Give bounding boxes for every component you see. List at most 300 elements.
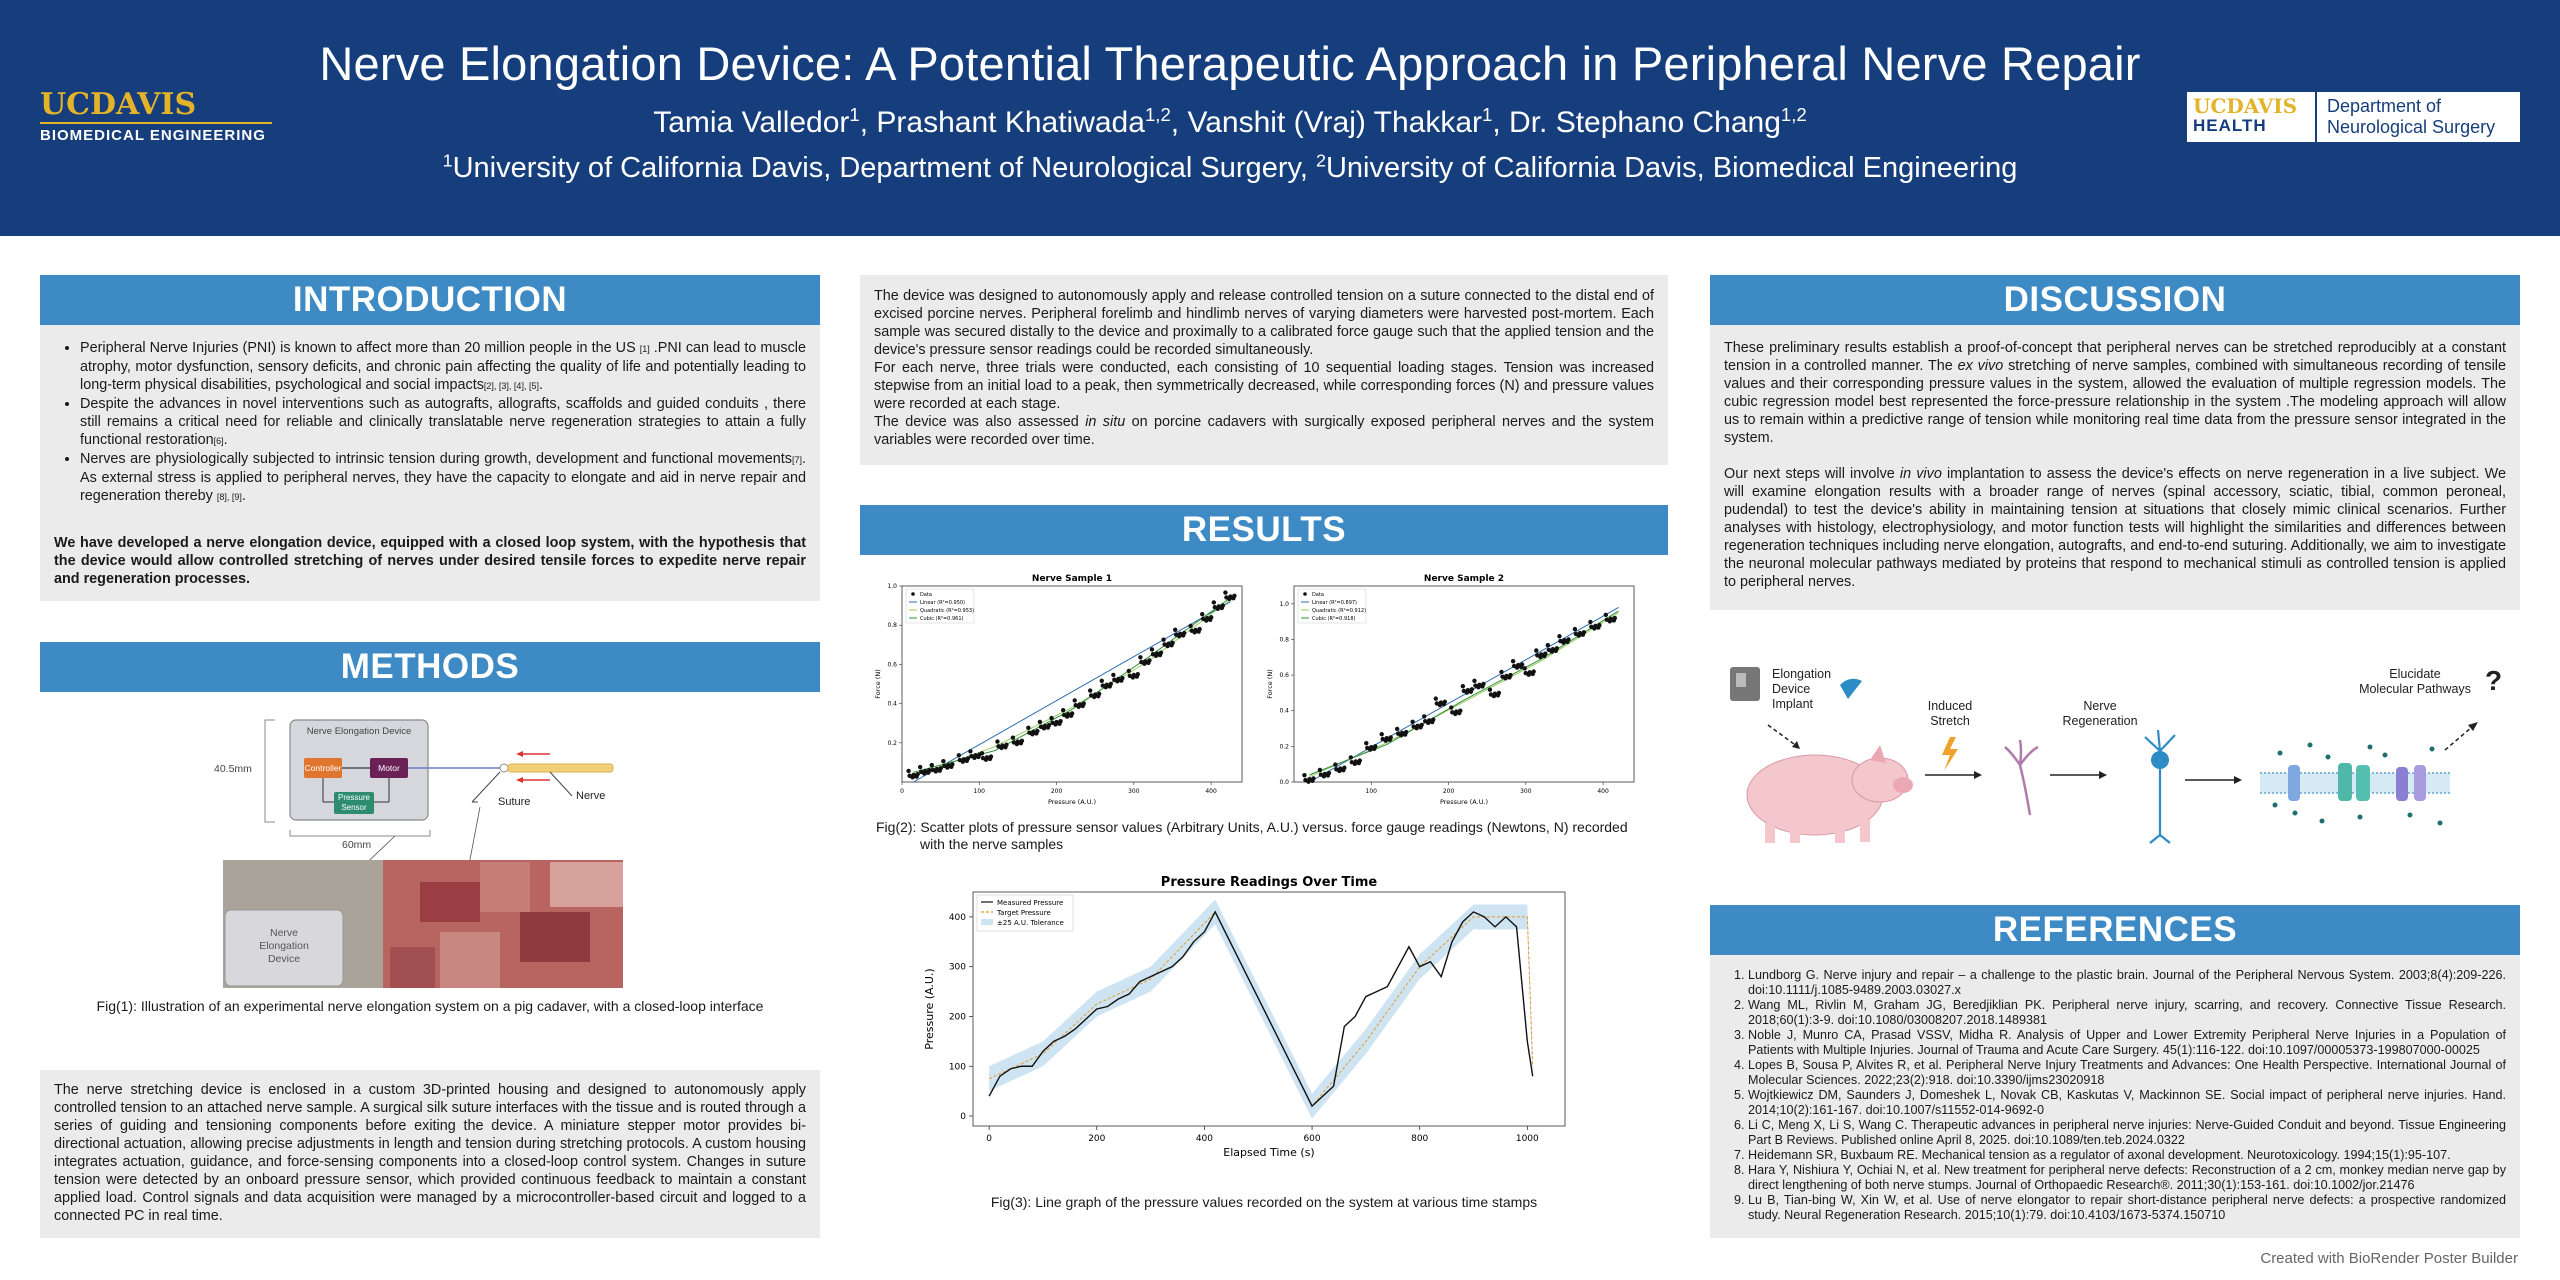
data-point: [1527, 670, 1531, 674]
methods-heading: METHODS: [40, 642, 820, 692]
data-point: [1488, 688, 1492, 692]
photo-device-label: Nerve Elongation Device: [259, 927, 309, 965]
references-list: [1724, 968, 2506, 1223]
x-tick-label: 400: [1597, 788, 1609, 795]
data-point: [1400, 731, 1404, 735]
y-tick-label: 300: [948, 962, 966, 973]
data-point: [1435, 701, 1439, 705]
data-point: [907, 774, 911, 778]
data-point: [1319, 772, 1323, 776]
data-point: [1066, 712, 1070, 716]
data-point: [1461, 684, 1465, 688]
data-point: [1473, 683, 1477, 687]
dim-width-label: 60mm: [342, 839, 372, 851]
data-point: [1373, 744, 1377, 748]
affil-text: University of California Davis, Department of Neurological Surgery,: [452, 152, 1316, 184]
data-point: [1588, 620, 1592, 624]
data-point: [1364, 741, 1368, 745]
references-box: [1710, 955, 2520, 1238]
discussion-box: [1710, 325, 2520, 610]
data-point: [1396, 732, 1400, 736]
data-point: [968, 749, 972, 753]
data-point: [1049, 716, 1053, 720]
legend-entry: Data: [920, 592, 932, 598]
data-point: [1188, 624, 1192, 628]
data-point: [923, 769, 927, 773]
data-point: [1578, 631, 1582, 635]
data-point: [1419, 723, 1423, 727]
methods-text-box: [40, 1070, 820, 1238]
legend-entry: Quadratic (R²=0.912): [1312, 608, 1367, 614]
chart-legend: [1298, 589, 1366, 623]
author-name: Dr. Stephano Chang: [1509, 106, 1781, 139]
x-tick-label: 600: [1303, 1134, 1321, 1144]
introduction-bullets: [54, 339, 806, 506]
data-point: [1434, 696, 1438, 700]
data-point: [1512, 664, 1516, 668]
data-point: [1139, 660, 1143, 664]
scatter-plot-1: [870, 570, 1250, 810]
data-point: [1073, 698, 1077, 702]
data-point: [1058, 719, 1062, 723]
data-point: [1609, 617, 1613, 621]
chart-legend: [977, 895, 1073, 931]
logo-rule: [40, 122, 272, 124]
y-tick-label: 0.0: [1279, 779, 1289, 786]
data-point: [989, 754, 993, 758]
list-item: • Peripheral Nerve Injuries (PNI) is known to affect more than 20 million people in the US [1] .PNI can lead to muscle atrophy, motor dysfunction, sensory deficits, and chronic pain affecting the quality of life and potentially leading to long-term physical disabilities, psychological and social impacts[2], [3], [4], [5].: [80, 339, 806, 395]
ucdavis-wordmark: UCDAVIS: [2193, 94, 2298, 118]
controller-label: Controller: [304, 763, 342, 773]
data-point: [935, 767, 939, 771]
data-point: [946, 763, 950, 767]
poster-header: [0, 0, 2560, 236]
reference-item: 6. Li C, Meng X, Li S, Wang C. Therapeutic advances in peripheral nerve injuries: Nerve-Guided Conduit and beyond. Tissue Engineering Part B Reviews. Published online April 8, 2025. doi:10.1089/ten.teb.2024.0322: [1748, 1118, 2506, 1148]
chart-legend: [906, 589, 974, 623]
data-point: [1472, 679, 1476, 683]
legend-entry: Target Pressure: [997, 909, 1051, 917]
data-point: [1224, 595, 1228, 599]
y-axis-label: Pressure (A.U.): [923, 968, 936, 1050]
y-tick-label: 1.0: [1279, 600, 1289, 608]
x-tick-label: 100: [1365, 788, 1377, 795]
data-point: [1016, 739, 1020, 743]
data-point: [1462, 689, 1466, 693]
data-point: [1120, 676, 1124, 680]
neurosurgery-dept-label: [2317, 92, 2520, 142]
data-point: [942, 764, 946, 768]
introduction-box: [40, 325, 820, 601]
dept-line-1: Department of: [2327, 96, 2442, 116]
scatter-plot-2: [1262, 570, 1642, 810]
data-point: [1054, 720, 1058, 724]
legend-entry: Linear (R²=0.897): [1312, 600, 1358, 606]
data-point: [1012, 740, 1016, 744]
x-tick-label: 300: [1128, 788, 1140, 795]
discussion-paragraph-1: These preliminary results establish a proof-of-concept that peripheral nerves can be stretched reproducibly at a constant tension in a controlled manner. The ex vivo stretching of nerve samples, combined with simultaneous recording of tensile values and their corresponding pressure values in the system, allowed the evaluation of multiple regression models. The cubic regression model best represented the force-pressure relationship in the system .The modeling approach will allow us to remain within a predictive range of tension while monitoring real time data from the pressure sensor integrated in the system.: [1724, 340, 2506, 446]
data-point: [1404, 730, 1408, 734]
health-wordmark: HEALTH: [2193, 116, 2267, 135]
data-point: [1381, 737, 1385, 741]
data-point: [1546, 643, 1550, 647]
legend-entry: Quadratic (R²=0.953): [920, 608, 975, 614]
reference-item: 4. Lopes B, Sousa P, Alvites R, et al. Peripheral Nerve Injury Treatments and Advances: One Health Perspective. International Journal of Molecular Sciences. 2022;23(2):918. doi:10.3390/ijms23020918: [1748, 1058, 2506, 1088]
implant-label: Elongation Device Implant: [1772, 667, 1832, 711]
y-tick-label: 0.8: [887, 622, 897, 630]
data-point: [1333, 762, 1337, 766]
affil-number: 2: [1315, 150, 1326, 171]
reference-item: 8. Hara Y, Nishiura Y, Ochiai N, et al. New treatment for peripheral nerve defects: Reconstruction of a 2 cm, monkey median nerve gap by direct lengthening of both nerve stumps. Journal of Orthopaedic Research®. 2011;30(1):153-161. doi:10.1002/jor.21476: [1748, 1163, 2506, 1193]
figure-2-caption: Fig(2): Scatter plots of pressure sensor values (Arbitrary Units, A.U.) versus. force gauge readings (Newtons, N) recorded with the nerve samples: [876, 819, 1628, 852]
author-name: Prashant Khatiwada: [876, 106, 1145, 139]
data-point: [1161, 637, 1165, 641]
data-point: [1112, 678, 1116, 682]
data-point: [1613, 616, 1617, 620]
data-point: [1155, 651, 1159, 655]
data-point: [1466, 688, 1470, 692]
figure-2b-scatter: [1262, 570, 1642, 810]
data-point: [1499, 670, 1503, 674]
data-point: [1427, 718, 1431, 722]
data-point: [1318, 768, 1322, 772]
procedure-paragraph-1: The device was designed to autonomously apply and release controlled tension on a suture connected to the distal end of excised porcine nerves. Peripheral forelimb and hindlimb nerves of varying diameters were harvested post-mortem. Each sample was secured distally to the device and proximally to a calibrated force gauge such that the applied tension and the device's pressure sensor readings could be recorded simultaneously.: [874, 288, 1654, 358]
x-axis-label: Elapsed Time (s): [1223, 1146, 1315, 1159]
ucdavis-wordmark: UCDAVIS: [40, 87, 197, 122]
data-point: [1020, 739, 1024, 743]
data-point: [1027, 730, 1031, 734]
data-point: [1101, 683, 1105, 687]
data-point: [1582, 630, 1586, 634]
data-point: [1151, 652, 1155, 656]
discussion-paragraph-2: Our next steps will involve in vivo implantation to assess the device's effects on nerve regeneration in a live subject. We will examine elongation results with a broader range of nerves (spinal accessory, sciatic, tibial, common peroneal, pudendal) to test the device's ability in maintaining tension at situations that closely mimic clinical scenarios. Further analyses with histology, electrophysiology, and motor function tests will highlight the similarities and differences between regeneration techniques including nerve elongation, autografts, and end-to-end suturing. Additionally, we aim to investigate the neuronal molecular pathways mediated by proteins that respond to mechanical stimuli as controlled tension is applied to peripheral nerves.: [1724, 466, 2506, 590]
data-point: [1477, 683, 1481, 687]
x-tick-label: 400: [1205, 788, 1217, 795]
data-point: [1516, 663, 1520, 667]
data-point: [1182, 631, 1186, 635]
data-point: [1511, 659, 1515, 663]
introduction-heading: INTRODUCTION: [40, 275, 820, 325]
data-point: [1031, 730, 1035, 734]
author-affil: 1,2: [1780, 104, 1807, 125]
data-point: [1105, 683, 1109, 687]
y-tick-label: 400: [948, 912, 966, 923]
data-point: [1228, 594, 1232, 598]
data-point: [1000, 743, 1004, 747]
data-point: [1200, 612, 1204, 616]
data-point: [1411, 724, 1415, 728]
nerve-regeneration-label: Nerve Regeneration: [2062, 699, 2138, 728]
data-point: [1088, 688, 1092, 692]
y-tick-label: 0.8: [1279, 636, 1289, 644]
procedure-paragraph-2: For each nerve, three trials were conducted, each consisting of 10 sequential loading stages. Tension was increased stepwise from an initial load to a peak, then symmetrically decreased, while corresponding forces (N) and pressure values were recorded at each stage.: [874, 360, 1654, 412]
data-point: [1573, 627, 1577, 631]
data-point: [1493, 692, 1497, 696]
affil-text: University of California Davis, Biomedical Engineering: [1325, 152, 2018, 184]
data-point: [1497, 691, 1501, 695]
data-point: [1547, 648, 1551, 652]
data-point: [1522, 666, 1526, 670]
data-point: [969, 754, 973, 758]
data-point: [1562, 638, 1566, 642]
legend-entry: ±25 A.U. Tolerance: [997, 919, 1064, 927]
data-point: [1431, 717, 1435, 721]
data-point: [1217, 604, 1221, 608]
data-point: [1159, 650, 1163, 654]
data-point: [958, 758, 962, 762]
x-tick-label: 100: [973, 788, 985, 795]
data-point: [1531, 669, 1535, 673]
data-point: [1450, 710, 1454, 714]
data-point: [1327, 771, 1331, 775]
references-heading: REFERENCES: [1710, 905, 2520, 955]
data-point: [1035, 729, 1039, 733]
figure-2a-scatter: [870, 570, 1250, 810]
data-point: [1150, 647, 1154, 651]
data-point: [995, 739, 999, 743]
data-point: [1189, 629, 1193, 633]
reference-item: 3. Noble J, Munro CA, Prasad VSSV, Midha R. Analysis of Upper and Lower Extremity Peripheral Nerve Injuries in a Population of Patients with Multiple Injuries. Journal of Trauma and Acute Care Surgery. 45(1):116-122. doi:10.1097/00005373-199807000-00025: [1748, 1028, 2506, 1058]
nerve-label: Nerve: [576, 790, 606, 802]
poster-title: Nerve Elongation Device: A Potential Therapeutic Approach in Peripheral Nerve Repair: [319, 37, 2141, 90]
data-point: [1136, 672, 1140, 676]
data-point: [1111, 673, 1115, 677]
procedure-paragraph-3: The device was also assessed in situ on porcine cadavers with surgically exposed peripheral nerves and the system variables were recorded over time.: [874, 414, 1654, 448]
author-name: Vanshit (Vraj) Thakkar: [1187, 106, 1483, 139]
x-tick-label: 200: [1088, 1134, 1106, 1144]
legend-entry: Cubic (R²=0.961): [920, 616, 964, 622]
data-point: [1358, 758, 1362, 762]
data-point: [1558, 639, 1562, 643]
data-point: [1439, 700, 1443, 704]
data-point: [1082, 701, 1086, 705]
data-point: [1604, 613, 1608, 617]
data-point: [1193, 628, 1197, 632]
data-point: [1147, 658, 1151, 662]
data-point: [1039, 725, 1043, 729]
methods-paragraph: The nerve stretching device is enclosed in a custom 3D-printed housing and designed to autonomously apply controlled tension to an attached nerve sample. A surgical silk suture interfaces with the tissue and is routed through a series of guiding and tensioning components before exiting the device. A miniature stepper motor provides bi-directional actuation, allowing precise adjustments in length and tension during stretching protocols. A custom housing integrates actuation, guidance, and force-sensing components into a closed-loop control system. Changes in suture tension were detected by an onboard pressure sensor, which provided continuous feedback to maintain a constant applied load. Control signals and data acquisition were managed by a microcontroller-based circuit and logged to a connected PC in real time.: [54, 1082, 806, 1224]
data-point: [1061, 708, 1065, 712]
dept-line-2: Neurological Surgery: [2327, 117, 2496, 137]
data-point: [962, 757, 966, 761]
data-point: [1389, 735, 1393, 739]
data-point: [1557, 634, 1561, 638]
data-point: [1593, 624, 1597, 628]
data-point: [1369, 745, 1373, 749]
question-mark: ?: [2485, 665, 2503, 696]
legend-swatch: [981, 919, 993, 925]
data-point: [1508, 673, 1512, 677]
future-work-diagram: [1720, 655, 2520, 845]
figure-1-device-illustration: [214, 712, 640, 988]
x-tick-label: 0: [986, 1134, 993, 1144]
data-point: [1078, 702, 1082, 706]
y-tick-label: 100: [948, 1062, 966, 1073]
legend-entry: Measured Pressure: [997, 899, 1064, 907]
x-tick-label: 400: [1195, 1134, 1214, 1144]
data-point: [1127, 669, 1131, 673]
induced-stretch-label: Induced Stretch: [1927, 699, 1973, 728]
data-point: [1132, 673, 1136, 677]
data-point: [1173, 628, 1177, 632]
data-point: [1138, 655, 1142, 659]
data-point: [985, 755, 989, 759]
data-point: [1128, 674, 1132, 678]
data-point: [918, 765, 922, 769]
pressure-sensor-label: Pressure Sensor: [337, 793, 370, 812]
data-point: [1449, 705, 1453, 709]
x-tick-label: 0: [900, 788, 904, 795]
author-name: Tamia Valledor: [653, 106, 850, 139]
data-point: [1302, 773, 1306, 777]
ucdavis-bme-logo: [40, 87, 280, 144]
data-point: [1323, 772, 1327, 776]
legend-swatch: [911, 592, 915, 596]
data-point: [1574, 632, 1578, 636]
data-point: [1365, 746, 1369, 750]
list-item: • Despite the advances in novel interventions such as autografts, allografts, scaffolds and guided conduits , there still remains a critical need for reliable and clinically translatable nerve regeneration strategies to attain a fully functional restoration[6].: [80, 395, 806, 450]
author-affil: 1,2: [1144, 104, 1171, 125]
figure-1-caption: Fig(1): Illustration of an experimental nerve elongation system on a pig cadaver, with a closed-loop interface: [96, 998, 764, 1014]
data-point: [1004, 743, 1008, 747]
data-point: [1534, 648, 1538, 652]
dim-height-label: 40.5mm: [214, 763, 252, 775]
data-point: [1307, 777, 1311, 781]
data-point: [1038, 720, 1042, 724]
data-point: [1213, 605, 1217, 609]
data-point: [1174, 632, 1178, 636]
data-point: [1500, 674, 1504, 678]
legend-entry: Linear (R²=0.950): [920, 600, 966, 606]
data-point: [1539, 652, 1543, 656]
data-point: [1334, 767, 1338, 771]
data-point: [1458, 709, 1462, 713]
data-point: [1070, 711, 1074, 715]
data-point: [1410, 720, 1414, 724]
x-axis-label: Pressure (A.U.): [1047, 798, 1097, 806]
methods-continued-box: [860, 275, 1668, 465]
data-point: [1170, 641, 1174, 645]
data-point: [1551, 647, 1555, 651]
x-tick-label: 300: [1520, 788, 1532, 795]
data-point: [1205, 616, 1209, 620]
data-point: [1050, 721, 1054, 725]
reference-item: 7. Heidemann SR, Buxbaum RE. Mechanical tension as a regulator of axonal development. Neurotoxicology. 1994;15(1):95-107.: [1748, 1148, 2506, 1163]
reference-item: 1. Lundborg G. Nerve injury and repair – a challenge to the plastic brain. Journal of the Peripheral Nervous System. 2003;8(4):209-226. doi:10.1111/j.1085-9489.2003.03027.x: [1748, 968, 2506, 998]
data-point: [1143, 659, 1147, 663]
ucdavis-health-mark: [2187, 92, 2317, 142]
data-point: [1489, 692, 1493, 696]
data-point: [919, 770, 923, 774]
author-affil: 1: [849, 104, 860, 125]
chart-title: Pressure Readings Over Time: [1160, 875, 1378, 890]
molecular-pathways-label: Elucidate Molecular Pathways: [2359, 667, 2471, 696]
data-point: [1470, 687, 1474, 691]
figure-3-caption: Fig(3): Line graph of the pressure values recorded on the system at various time stamps: [990, 1194, 1538, 1210]
data-point: [1589, 625, 1593, 629]
y-tick-label: 0.6: [887, 661, 897, 669]
data-point: [1232, 594, 1236, 598]
data-point: [1221, 603, 1225, 607]
device-title-label: Nerve Elongation Device: [306, 726, 412, 737]
suture-label: Suture: [498, 796, 531, 808]
data-point: [957, 753, 961, 757]
x-tick-label: 800: [1411, 1134, 1429, 1144]
data-point: [1197, 627, 1201, 631]
y-tick-label: 0.4: [887, 700, 897, 708]
discussion-heading: DISCUSSION: [1710, 275, 2520, 325]
data-point: [1454, 709, 1458, 713]
data-point: [1523, 671, 1527, 675]
data-point: [1520, 662, 1524, 666]
data-point: [1062, 713, 1066, 717]
chart-title: Nerve Sample 2: [1423, 574, 1505, 584]
reference-item: 9. Lu B, Tian-bing W, Xin W, et al. Use of nerve elongator to repair short-distance peripheral nerve defects: a prospective randomized study. Neural Regeneration Research. 2015;10(1):79. doi:10.4103/1673-5374.150710: [1748, 1193, 2506, 1223]
data-point: [950, 762, 954, 766]
data-point: [1201, 617, 1205, 621]
ucdavis-health-logo: [2187, 92, 2520, 142]
data-point: [1116, 677, 1120, 681]
data-point: [981, 756, 985, 760]
data-point: [1566, 637, 1570, 641]
data-point: [1074, 703, 1078, 707]
data-point: [1109, 682, 1113, 686]
data-point: [911, 773, 915, 777]
data-point: [1089, 693, 1093, 697]
x-tick-label: 200: [1442, 788, 1455, 795]
data-point: [931, 768, 935, 772]
legend-entry: Cubic (R²=0.918): [1312, 616, 1356, 622]
data-point: [1481, 682, 1485, 686]
data-point: [980, 751, 984, 755]
data-point: [1605, 617, 1609, 621]
data-point: [1423, 719, 1427, 723]
data-point: [1395, 727, 1399, 731]
data-point: [1555, 646, 1559, 650]
data-point: [1162, 642, 1166, 646]
x-tick-label: 200: [1050, 788, 1063, 795]
y-tick-label: 0.2: [1279, 743, 1289, 751]
data-point: [1342, 766, 1346, 770]
y-tick-label: 0.2: [887, 739, 897, 747]
hypothesis-statement: We have developed a nerve elongation device, equipped with a closed loop system, with the hypothesis that the device would allow controlled stretching of nerves under desired tensile forces to expedite nerve repair and regeneration processes.: [54, 535, 806, 587]
data-point: [1011, 735, 1015, 739]
data-point: [1422, 714, 1426, 718]
data-point: [1026, 726, 1030, 730]
data-point: [1443, 700, 1447, 704]
data-point: [1350, 760, 1354, 764]
data-point: [1504, 674, 1508, 678]
data-point: [1354, 759, 1358, 763]
reference-item: 5. Wojtkiewicz DM, Saunders J, Domeshek L, Novak CB, Kaskutas V, Mackinnon SE. Social impact of peripheral nerve injuries. Hand. 2014;10(2):161-167. doi:10.1007/s11552-014-9692-0: [1748, 1088, 2506, 1118]
data-point: [1380, 732, 1384, 736]
y-tick-label: 0.4: [1279, 707, 1289, 715]
data-point: [1311, 776, 1315, 780]
data-point: [1043, 724, 1047, 728]
data-point: [1338, 766, 1342, 770]
results-heading: RESULTS: [860, 505, 1668, 555]
poster-authors: Tamia Valledor$^1$, Prashant Khatiwada$^{1,2}$, Vanshit (Vraj) Thakkar$^1$, Dr. Stephano Chang$^{1,2}$: [653, 104, 1807, 139]
data-point: [1303, 778, 1307, 782]
legend-swatch: [1303, 592, 1307, 596]
list-item: • Nerves are physiologically subjected to intrinsic tension during growth, development and functional movements[7]. As external stress is applied to peripheral nerves, they have the capacity to elongate and aid in nerve repair and regeneration thereby [8], [9].: [80, 450, 806, 506]
x-axis-label: Pressure (A.U.): [1439, 798, 1489, 806]
data-point: [941, 759, 945, 763]
figure-3-line-chart: [915, 872, 1615, 1162]
data-point: [1543, 652, 1547, 656]
data-point: [996, 744, 1000, 748]
motor-label: Motor: [378, 763, 400, 773]
data-point: [1100, 679, 1104, 683]
